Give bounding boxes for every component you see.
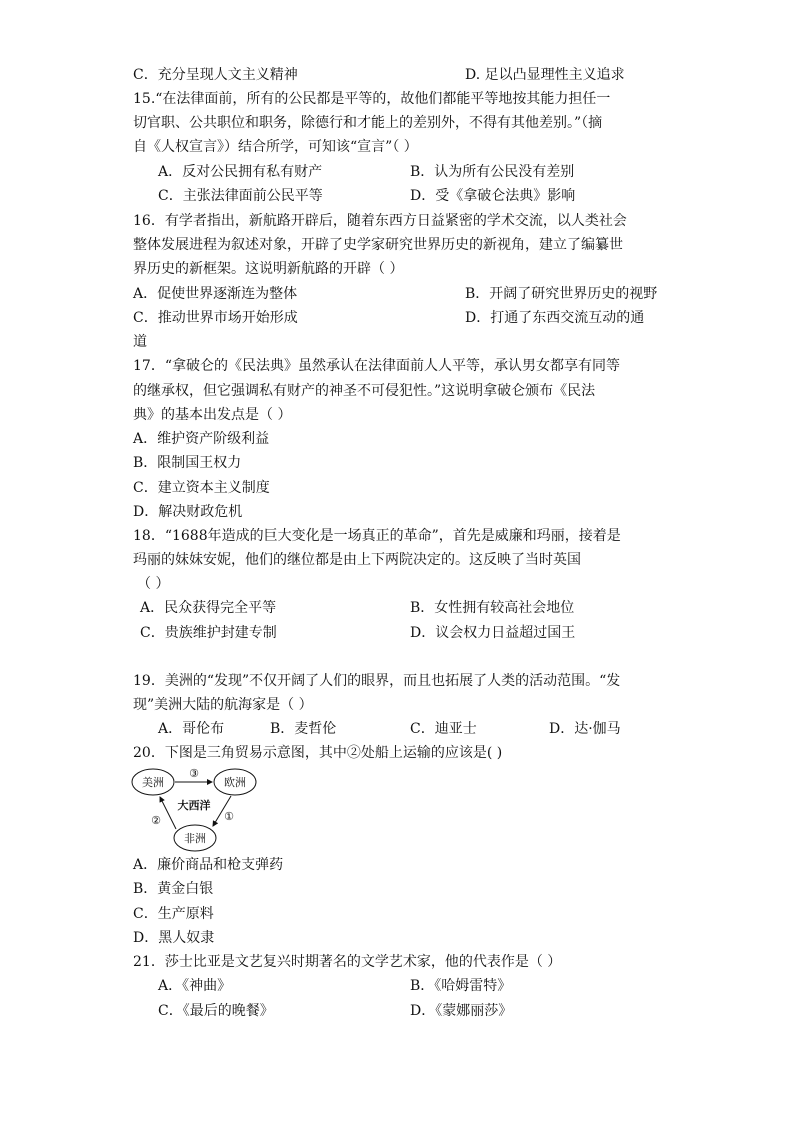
route-1-label: ① xyxy=(224,810,234,823)
q17-stem-line2: 的继承权，但它强调私有财产的神圣不可侵犯性。”这说明拿破仑颁布《民法 xyxy=(133,383,596,399)
q16-option-c: C．推动世界市场开始形成 xyxy=(133,310,298,326)
q19-option-a: A．哥伦布 xyxy=(158,721,225,737)
q20-option-d: D．黑人奴隶 xyxy=(133,930,215,946)
q18-option-c: C．贵族维护封建专制 xyxy=(140,625,277,641)
triangle-trade-diagram xyxy=(131,765,261,857)
atlantic-label: 大西洋 xyxy=(177,799,211,812)
q21-option-a: A．《神曲》 xyxy=(158,978,232,994)
q19-option-c: C．迪亚士 xyxy=(410,721,477,737)
q15-option-a: A．反对公民拥有私有财产 xyxy=(158,164,323,180)
q20-option-b: B．黄金白银 xyxy=(133,881,214,897)
q15-option-b: B．认为所有公民没有差别 xyxy=(410,164,575,180)
q19-stem-line1: 19．美洲的“发现”不仅开阔了人们的眼界，而且也拓展了人类的活动范围。“发 xyxy=(133,673,621,689)
q19-stem-line2: 现”美洲大陆的航海家是（ ） xyxy=(133,697,313,713)
q19-option-d: D．达·伽马 xyxy=(549,721,621,737)
q21-option-d: D．《蒙娜丽莎》 xyxy=(410,1003,513,1019)
node-americas-label: 美洲 xyxy=(142,776,164,789)
node-europe-label: 欧洲 xyxy=(224,776,246,789)
q15-option-c: C．主张法律面前公民平等 xyxy=(158,188,323,204)
q17-option-b: B．限制国王权力 xyxy=(133,455,242,471)
route-2-arrow xyxy=(160,797,176,829)
q15-option-d: D．受《拿破仑法典》影响 xyxy=(410,188,576,204)
q14-option-c: C．充分呈现人文主义精神 xyxy=(133,67,298,83)
q19-option-b: B．麦哲伦 xyxy=(270,721,337,737)
q20-stem-line1: 20．下图是三角贸易示意图，其中②处船上运输的应该是( ) xyxy=(133,745,503,761)
q18-option-d: D．议会权力日益超过国王 xyxy=(410,625,576,641)
q16-option-b: B．开阔了研究世界历史的视野 xyxy=(465,286,658,302)
q16-stem-line1: 16．有学者指出，新航路开辟后，随着东西方日益紧密的学术交流，以人类社会 xyxy=(133,213,627,229)
q21-option-c: C．《最后的晚餐》 xyxy=(158,1003,274,1019)
q15-stem-line2: 切官职、公共职位和职务，除德行和才能上的差别外，不得有其他差别。”（摘 xyxy=(133,115,603,131)
q16-option-a: A．促使世界逐渐连为整体 xyxy=(133,286,298,302)
q18-stem-line2: 玛丽的妹妹安妮，他们的继位都是由上下两院决定的。这反映了当时英国 xyxy=(133,552,581,568)
q18-stem-line3: （ ） xyxy=(137,576,170,592)
q17-stem-line3: 典》的基本出发点是（ ） xyxy=(133,407,292,423)
q18-option-a: A．民众获得完全平等 xyxy=(140,600,277,616)
q17-option-a: A．维护资产阶级利益 xyxy=(133,431,270,447)
q21-option-b: B．《哈姆雷特》 xyxy=(410,978,512,994)
q14-option-d: D. 足以凸显理性主义追求 xyxy=(465,67,625,83)
node-africa-label: 非洲 xyxy=(184,832,206,845)
q16-option-d-continued: 道 xyxy=(133,334,147,350)
route-3-label: ③ xyxy=(189,767,199,780)
q17-stem-line1: 17．“拿破仑的《民法典》虽然承认在法律面前人人平等，承认男女都享有同等 xyxy=(133,358,620,374)
q20-option-c: C．生产原料 xyxy=(133,906,214,922)
q17-option-c: C．建立资本主义制度 xyxy=(133,480,270,496)
q18-stem-line1: 18．“1688年造成的巨大变化是一场真正的革命”，首先是威廉和玛丽，接着是 xyxy=(133,528,621,544)
q20-option-a: A．廉价商品和枪支弹药 xyxy=(133,857,284,873)
q15-stem-line1: 15.“在法律面前，所有的公民都是平等的，故他们都能平等地按其能力担任一 xyxy=(133,91,611,107)
q17-option-d: D．解决财政危机 xyxy=(133,504,243,520)
q16-stem-line3: 界历史的新框架。这说明新航路的开辟（ ） xyxy=(133,261,404,277)
route-2-label: ② xyxy=(151,814,161,827)
q18-option-b: B．女性拥有较高社会地位 xyxy=(410,600,575,616)
q15-stem-line3: 自《人权宣言》）结合所学，可知该“宣言”（ ） xyxy=(133,139,418,155)
q21-stem-line1: 21．莎士比亚是文艺复兴时期著名的文学艺术家，他的代表作是（ ） xyxy=(133,954,562,970)
q16-option-d: D．打通了东西交流互动的通 xyxy=(465,310,645,326)
q16-stem-line2: 整体发展进程为叙述对象，开辟了史学家研究世界历史的新视角，建立了编纂世 xyxy=(133,237,623,253)
